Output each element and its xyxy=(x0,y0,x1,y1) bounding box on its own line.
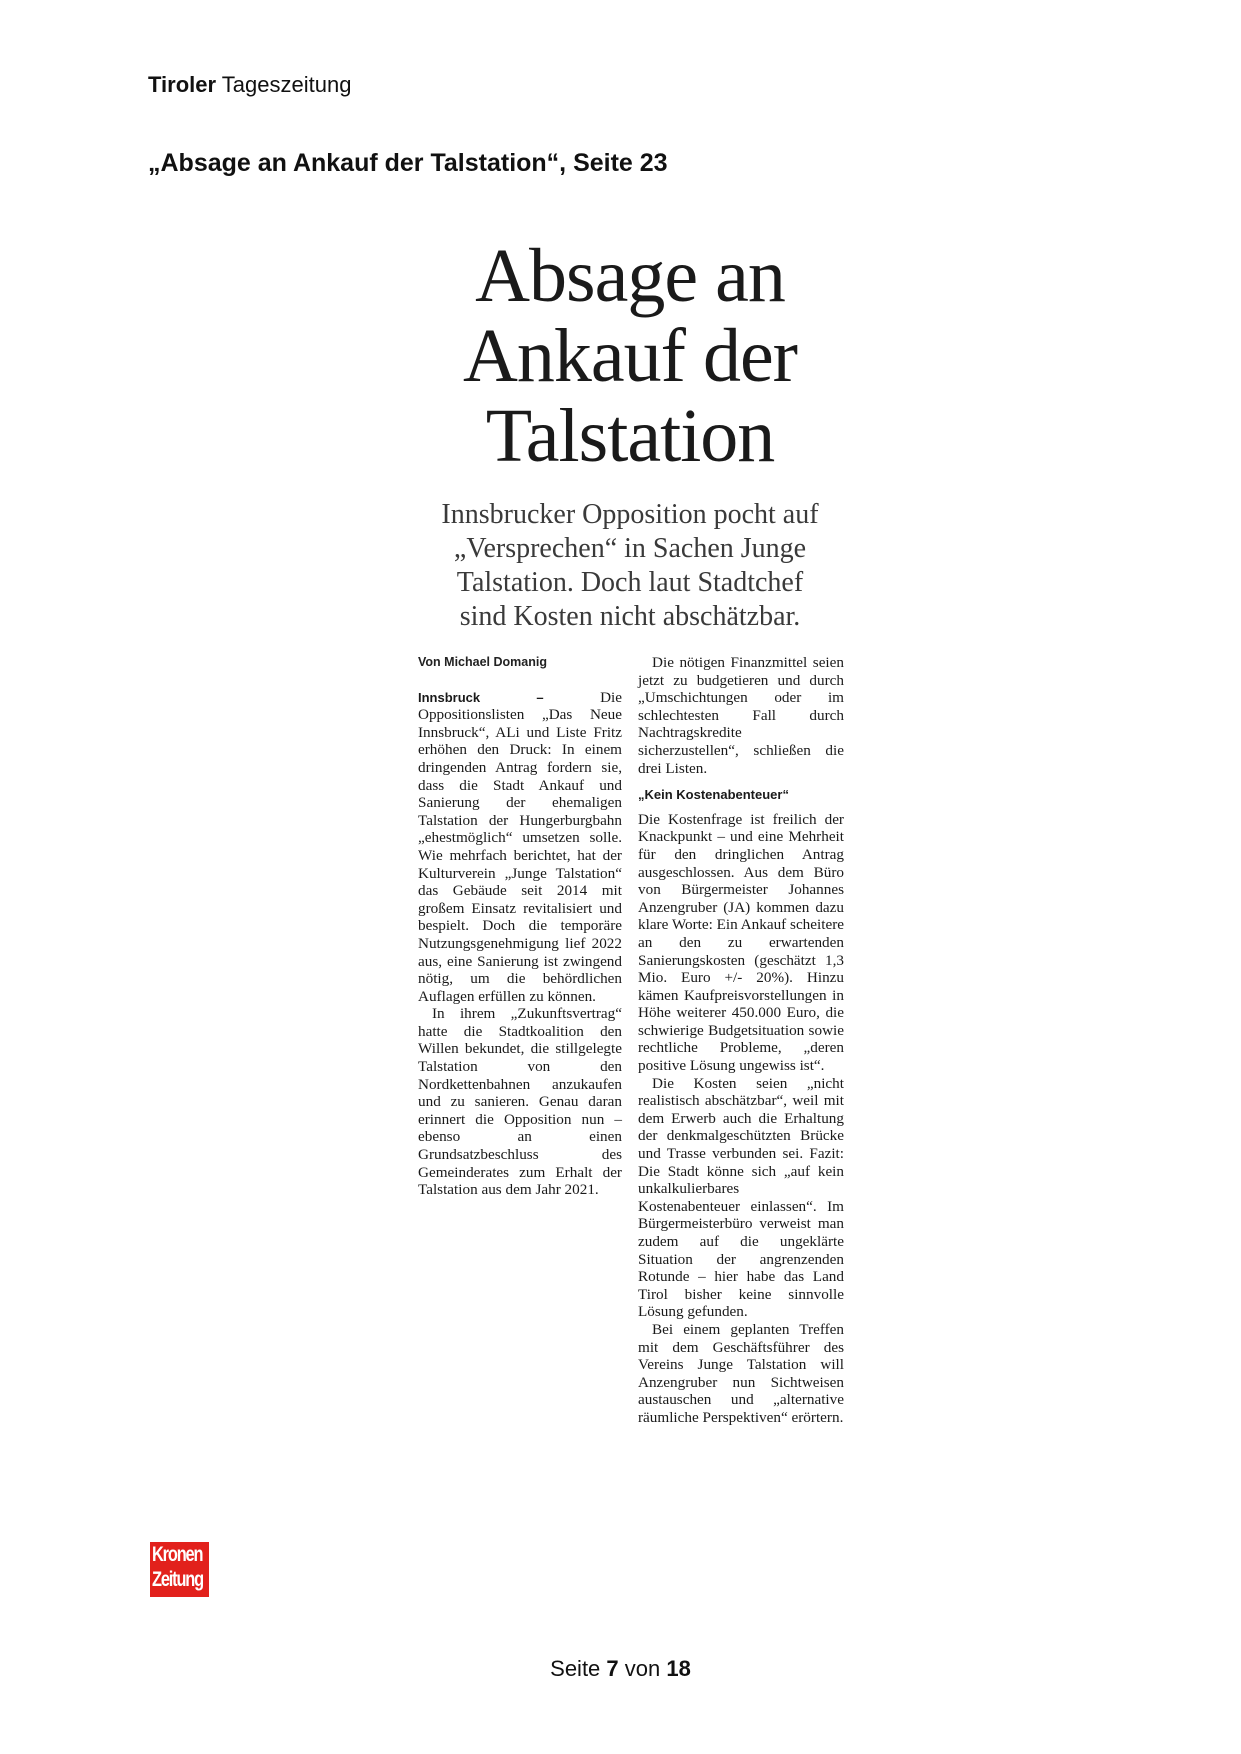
page-middle: von xyxy=(618,1656,667,1681)
article-column-1 xyxy=(418,654,622,1199)
article-column-2 xyxy=(638,654,844,1427)
publication-name xyxy=(148,72,351,98)
paragraph-text: Die Oppositionslisten „Das Neue Innsbruck“, ALi und Liste Fritz erhöhen den Druck: In einem dringenden Antrag fordern sie, dass die Stadt Ankauf und Sanierung der ehemaligen Talstation der Hungerburgbahn „ehestmöglich“ umsetzen solle. Wie mehrfach berichtet, hat der Kulturverein „Junge Talstation“ das Gebäude seit 2014 mit großem Einsatz revitalisiert und bespielt. Doch die temporäre Nutzungsgenehmigung lief 2022 aus, eine Sanierung ist zwingend nötig, um die behördlichen Auflagen erfüllen zu können. xyxy=(418,688,622,1005)
article-paragraph: Die nötigen Finanzmittel seien jetzt zu budgetieren und durch „Umschichtungen oder im schlechtesten Fall durch Nachtragskredite sicherzustellen“, schließen die drei Listen. xyxy=(638,654,844,777)
article-paragraph: Bei einem geplanten Treffen mit dem Geschäftsführer des Vereins Junge Talstation will Anzengruber nun Sichtweisen austauschen und „alternative räumliche Perspektiven“ erörtern. xyxy=(638,1320,844,1426)
article-reference: „Absage an Ankauf der Talstation“, Seite 23 xyxy=(148,149,668,177)
article-paragraph xyxy=(418,689,622,1006)
article-paragraph: Die Kostenfrage ist freilich der Knackpunkt – und eine Mehrheit für den dringlichen Antrag ausgeschlossen. Aus dem Büro von Bürgermeister Johannes Anzengruber (JA) kommen dazu klare Worte: Ein Ankauf scheitere an den zu erwartenden Sanierungskosten (geschätzt 1,3 Mio. Euro +/- 20%). Hinzu kämen Kaufpreisvorstellungen in Höhe weiterer 450.000 Euro, die schwierige Budgetsituation sowie rechtliche Probleme, „deren positive Lösung ungewiss ist“. xyxy=(638,810,844,1075)
subhead-line: Talstation. Doch laut Stadtchef xyxy=(456,567,804,598)
article-paragraph: Die Kosten seien „nicht realistisch abschätzbar“, weil mit dem Erwerb auch die Erhaltung der denkmalgeschützten Brücke und Trasse verbunden sei. Fazit: Die Stadt könne sich „auf kein unkalkulierbares Kostenabenteuer einlassen“. Im Bürgermeisterbüro verweist man zudem auf die ungeklärte Situation der angrenzenden Rotunde – hier habe das Land Tirol bisher keine sinnvolle Lösung gefunden. xyxy=(638,1074,844,1321)
subhead-line: Innsbrucker Opposition pocht auf xyxy=(441,499,819,530)
headline-line: Ankauf der xyxy=(463,314,797,398)
publication-name-bold: Tiroler xyxy=(148,72,217,97)
publication-name-rest: Tageszeitung xyxy=(216,72,352,97)
article-headline xyxy=(380,236,880,476)
dateline: Innsbruck – xyxy=(418,689,544,705)
article-paragraph xyxy=(418,1005,622,1199)
subhead-line: „Versprechen“ in Sachen Junge xyxy=(453,533,807,564)
page-current: 7 xyxy=(606,1656,619,1681)
headline-line: Talstation xyxy=(485,394,775,478)
paragraph-text: In ihrem „Zukunftsvertrag“ hatte die Stadtkoalition den Willen bekundet, die stillgelegte Talstation von den Nordkettenbahnen anzukaufen und zu sanieren. Genau daran erinnert die Opposition nun – ebenso an einen Grundsatzbeschluss des Gemeinderates zum Erhalt der Talstation aus dem Jahr 2021. xyxy=(418,1005,622,1199)
kronen-zeitung-logo xyxy=(150,1542,209,1597)
logo-line-1: Kronen xyxy=(152,1543,203,1566)
page-prefix: Seite xyxy=(550,1656,607,1681)
crosshead: „Kein Kostenabenteuer“ xyxy=(638,787,789,803)
logo-line-2: Zeitung xyxy=(152,1568,203,1591)
page-total: 18 xyxy=(666,1656,691,1681)
article-subheadline xyxy=(400,498,860,634)
page-number xyxy=(0,1656,1241,1682)
headline-line: Absage an xyxy=(475,234,785,318)
byline: Von Michael Domanig xyxy=(418,655,547,669)
subhead-line: sind Kosten nicht abschätzbar. xyxy=(459,601,801,632)
